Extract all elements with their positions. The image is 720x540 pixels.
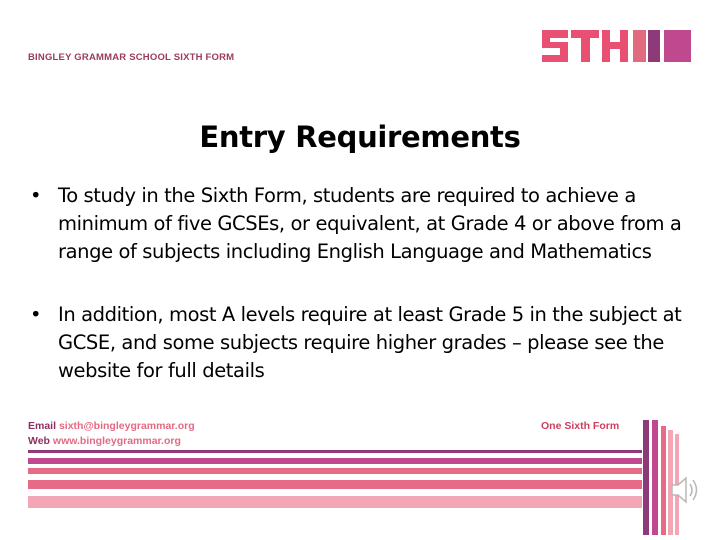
bullet-text: In addition, most A levels require at least Grade 5 in the subject at GCSE, and some subjects require higher grades – please see the website for full details: [58, 303, 682, 382]
web-label: Web: [28, 435, 50, 447]
email-label: Email: [28, 420, 57, 432]
slide-title: Entry Requirements: [199, 120, 521, 154]
list-item: [28, 182, 698, 266]
list-item: [28, 301, 698, 385]
bullet-dot: •: [30, 184, 42, 207]
footer-web: [28, 435, 181, 447]
sixth-form-logo: [540, 28, 695, 64]
requirements-list: [28, 182, 698, 385]
one-sixth-form-tagline: One Sixth Form: [541, 420, 620, 432]
web-value[interactable]: www.bingleygrammar.org: [52, 435, 181, 447]
speaker-icon[interactable]: [668, 472, 704, 508]
school-name: BINGLEY GRAMMAR SCHOOL SIXTH FORM: [28, 52, 235, 63]
email-value[interactable]: sixth@bingleygrammar.org: [58, 420, 195, 432]
bullet-dot: •: [30, 303, 42, 326]
footer-email: [28, 420, 195, 432]
bullet-text: To study in the Sixth Form, students are required to achieve a minimum of five GCSEs, or equivalent, at Grade 4 or above from a range of subjects including English Language and Mathematics: [58, 184, 682, 263]
